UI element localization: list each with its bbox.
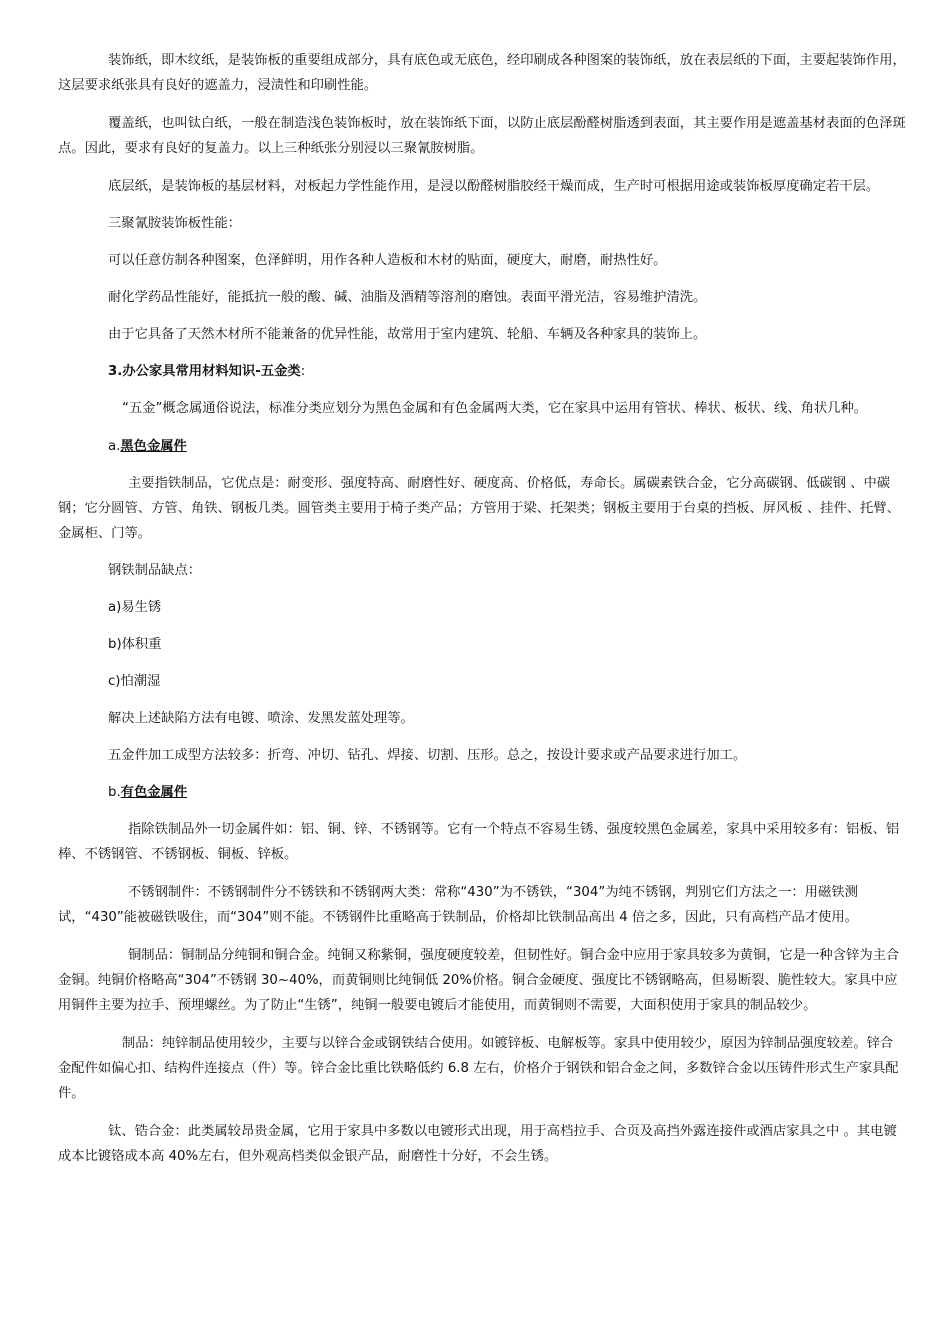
paragraph-property-1: 可以任意仿制各种图案，色泽鲜明，用作各种人造板和木材的贴面，硬度大，耐磨，耐热性好。	[108, 253, 667, 268]
paragraph-copper: 铜制品：铜制品分纯铜和铜合金。纯铜又称紫铜，强度硬度较差，但韧性好。铜合金中应用于家具较多为黄铜，它是一种含锌为主合金铜。纯铜价格略高“304”不锈钢 30~40%，而黄铜则比纯铜低 20%价格。铜合金硬度、强度比不锈钢略高，但易断裂、脆性较大。家具中应用铜件主要为拉手、预埋螺丝。为了防止“生锈”，纯铜一般要电镀后才能使用，而黄铜则不需要，大面积使用于家具的制品较少。	[58, 948, 900, 1013]
paragraph-hardware-intro: “五金”概念属通俗说法，标准分类应划分为黑色金属和有色金属两大类，它在家具中运用有管状、棒状、板状、线、角状几种。	[122, 401, 868, 416]
subheading-title: 黑色金属件	[120, 439, 187, 454]
paragraph-titanium: 钛、锆合金：此类属较昂贵金属，它用于家具中多数以电镀形式出现，用于高档拉手、合页及高挡外露连接件或酒店家具之中 。其电镀成本比镀铬成本高 40%左右，但外观高档类似金银产品，耐磨性十分好，不会生锈。	[58, 1124, 897, 1164]
paragraph-property-2: 耐化学药品性能好，能抵抗一般的酸、碱、油脂及酒精等溶剂的磨蚀。表面平滑光洁，容易维护清洗。	[108, 290, 707, 305]
paragraph-board-properties-title: 三聚氰胺装饰板性能：	[108, 216, 241, 231]
subheading-prefix: b.	[108, 785, 121, 800]
list-item-c: c)怕潮湿	[108, 674, 161, 689]
paragraph-processing: 五金件加工成型方法较多：折弯、冲切、钻孔、焊接、切割、压形。总之，按设计要求或产品要求进行加工。	[108, 748, 747, 763]
subheading-title: 有色金属件	[120, 785, 188, 800]
paragraph-stainless: 不锈钢制件：不锈钢制件分不锈铁和不锈钢两大类：常称“430”为不锈铁，“304”为纯不锈钢，判别它们方法之一：用磁铁测试，“430”能被磁铁吸住，而“304”则不能。不锈钢件比重略高于铁制品，价格却比铁制品高出 4 倍之多，因此，只有高档产品才使用。	[58, 885, 858, 925]
section-heading-hardware	[108, 359, 906, 384]
section-number: 3.	[108, 364, 123, 379]
paragraph-property-3: 由于它具备了天然木材所不能兼备的优异性能，故常用于室内建筑、轮船、车辆及各种家具的装饰上。	[108, 327, 707, 342]
paragraph-solutions: 解决上述缺陷方法有电镀、喷涂、发黑发蓝处理等。	[108, 711, 414, 726]
list-item-b: b)体积重	[108, 637, 162, 652]
list-item-a: a)易生锈	[108, 600, 162, 615]
paragraph-ferrous-desc: 主要指铁制品，它优点是：耐变形、强度特高、耐磨性好、硬度高、价格低，寿命长。属碳素铁合金，它分高碳钢、低碳钢 、中碳钢；它分圆管、方管、角铁、钢板几类。圆管类主要用于椅子类产品；方管用于梁、托架类；钢板主要用于台桌的挡板、屏风板 、挂件、托臂、金属柜、门等。	[58, 476, 900, 541]
subheading-nonferrous	[108, 780, 906, 805]
paragraph-steel-drawbacks: 钢铁制品缺点：	[108, 563, 202, 578]
subheading-prefix: a.	[108, 439, 121, 454]
paragraph-base-paper: 底层纸，是装饰板的基层材料，对板起力学性能作用，是浸以酚醛树脂胶经干燥而成，生产时可根据用途或装饰板厚度确定若干层。	[108, 179, 880, 194]
paragraph-decor-paper: 装饰纸，即木纹纸，是装饰板的重要组成部分，具有底色或无底色，经印刷成各种图案的装饰纸，放在表层纸的下面，主要起装饰作用，这层要求纸张具有良好的遮盖力，浸渍性和印刷性能。	[58, 53, 906, 93]
paragraph-zinc: 制品：纯锌制品使用较少，主要与以锌合金或钢铁结合使用。如镀锌板、电解板等。家具中使用较少，原因为锌制品强度较差。锌合金配件如偏心扣、结构件连接点（件）等。锌合金比重比铁略低约 6.8 左右，价格介于钢铁和铝合金之间，多数锌合金以压铸件形式生产家具配件。	[58, 1036, 899, 1101]
section-title: 办公家具常用材料知识-五金类	[122, 364, 301, 379]
subheading-ferrous	[108, 434, 906, 459]
paragraph-overlay-paper: 覆盖纸，也叫钛白纸，一般在制造浅色装饰板时，放在装饰纸下面，以防止底层酚醛树脂透到表面，其主要作用是遮盖基材表面的色泽斑点。因此，要求有良好的复盖力。以上三种纸张分别浸以三聚氰胺树脂。	[58, 116, 906, 156]
paragraph-nonferrous-desc: 指除铁制品外一切金属件如：铝、铜、锌、不锈钢等。它有一个特点不容易生锈、强度较黑色金属差，家具中采用较多有：铝板、铝棒、不锈钢管、不锈钢板、铜板、锌板。	[58, 822, 900, 862]
section-colon: :	[300, 364, 306, 379]
